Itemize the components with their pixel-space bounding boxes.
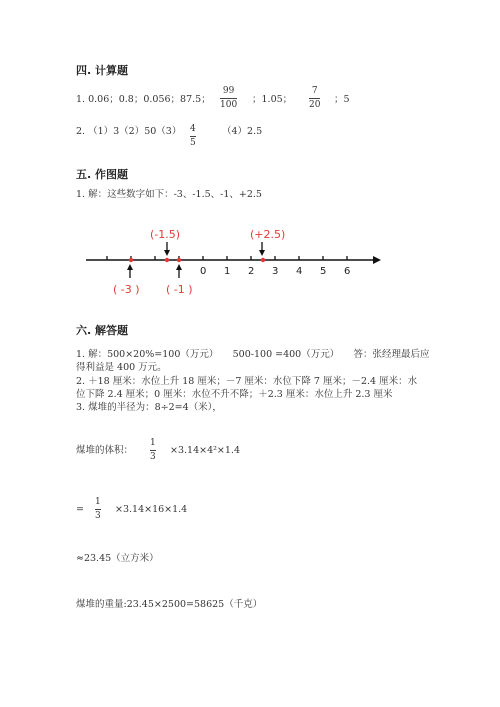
section5-title: 五. 作图题 [76,168,129,181]
fraction-denominator: 3 [150,452,156,462]
section4-line2-part1: 2. （1）3（2）50（3） [76,126,182,137]
tick-label: 4 [296,266,303,277]
problem1-line1: 1. 解：500×20%=100（万元） 500-100 =400（万元） 答：张经理最后应 [76,349,430,360]
tick-label: 1 [224,266,231,277]
step2-expression: ×3.14×16×1.4 [115,504,188,515]
number-line-arrowhead [373,256,381,264]
marked-point [177,258,181,262]
section4-line1-part3: ；5 [334,94,350,105]
fraction-numerator: 1 [150,438,156,448]
tick-label: 5 [320,266,327,277]
fraction-numerator: 1 [95,497,101,507]
fraction-numerator: 7 [311,86,318,96]
fraction-numerator: 99 [222,86,235,96]
label-pos-2-5: (+2.5) [250,228,286,241]
arrowhead-neg-1-5 [164,250,170,256]
weight-result: 煤堆的重量:23.45×2500=58625（千克） [76,599,263,610]
problem3-line1: 3. 煤堆的半径为：8÷2=4（米）， [76,402,222,413]
fraction-denominator: 100 [220,100,238,110]
fraction-denominator: 20 [309,100,321,110]
arrowhead-neg-1 [176,264,182,270]
label-neg-1-5: (-1.5) [150,228,181,241]
fraction-numerator: 4 [190,124,196,134]
approx-result: ≈23.45（立方米） [76,553,159,564]
tick-label: 2 [248,266,255,277]
section4-title: 四. 计算题 [76,64,129,77]
marked-point [165,258,169,262]
fraction-1-3 [150,438,156,463]
fraction-bar [150,450,156,451]
section4-line1-part2: ；1.05； [252,94,293,105]
fraction-denominator: 3 [95,511,101,521]
label-neg-3: ( -3 ) [113,283,140,296]
tick-label: 0 [200,266,207,277]
marked-point [261,258,265,262]
tick-label: 6 [344,266,351,277]
section4-line1-part1: 1. 0.06；0.8；0.056；87.5； [76,94,211,105]
section5-line1: 1. 解：这些数字如下：-3、-1.5、-1、+2.5 [76,189,262,200]
fraction-1-3-step2 [95,497,101,522]
section4-line2-part2: （4）2.5 [222,126,263,137]
volume-expression: ×3.14×4²×1.4 [170,445,240,456]
marked-point [129,258,133,262]
volume-label: 煤堆的体积： [76,445,134,456]
problem1-line2: 得利益是 400 万元。 [76,362,167,373]
problem2-line2: 位下降 2.4 厘米；0 厘米：水位不升不降；＋2.3 厘米：水位上升 2.3 厘米 [76,389,393,400]
arrowhead-neg-3 [127,264,133,270]
arrowhead-pos-2-5 [259,250,265,256]
fraction-bar [95,509,101,510]
section6-title: 六. 解答题 [76,324,129,337]
fraction-denominator: 5 [190,138,196,148]
equals-sign: = [76,504,84,515]
label-neg-1: ( -1 ) [166,283,193,296]
problem2-line1: 2. ＋18 厘米：水位上升 18 厘米；－7 厘米：水位下降 7 厘米；－2.4 厘米：水 [76,376,418,387]
tick-label: 3 [272,266,279,277]
number-line [0,0,500,320]
